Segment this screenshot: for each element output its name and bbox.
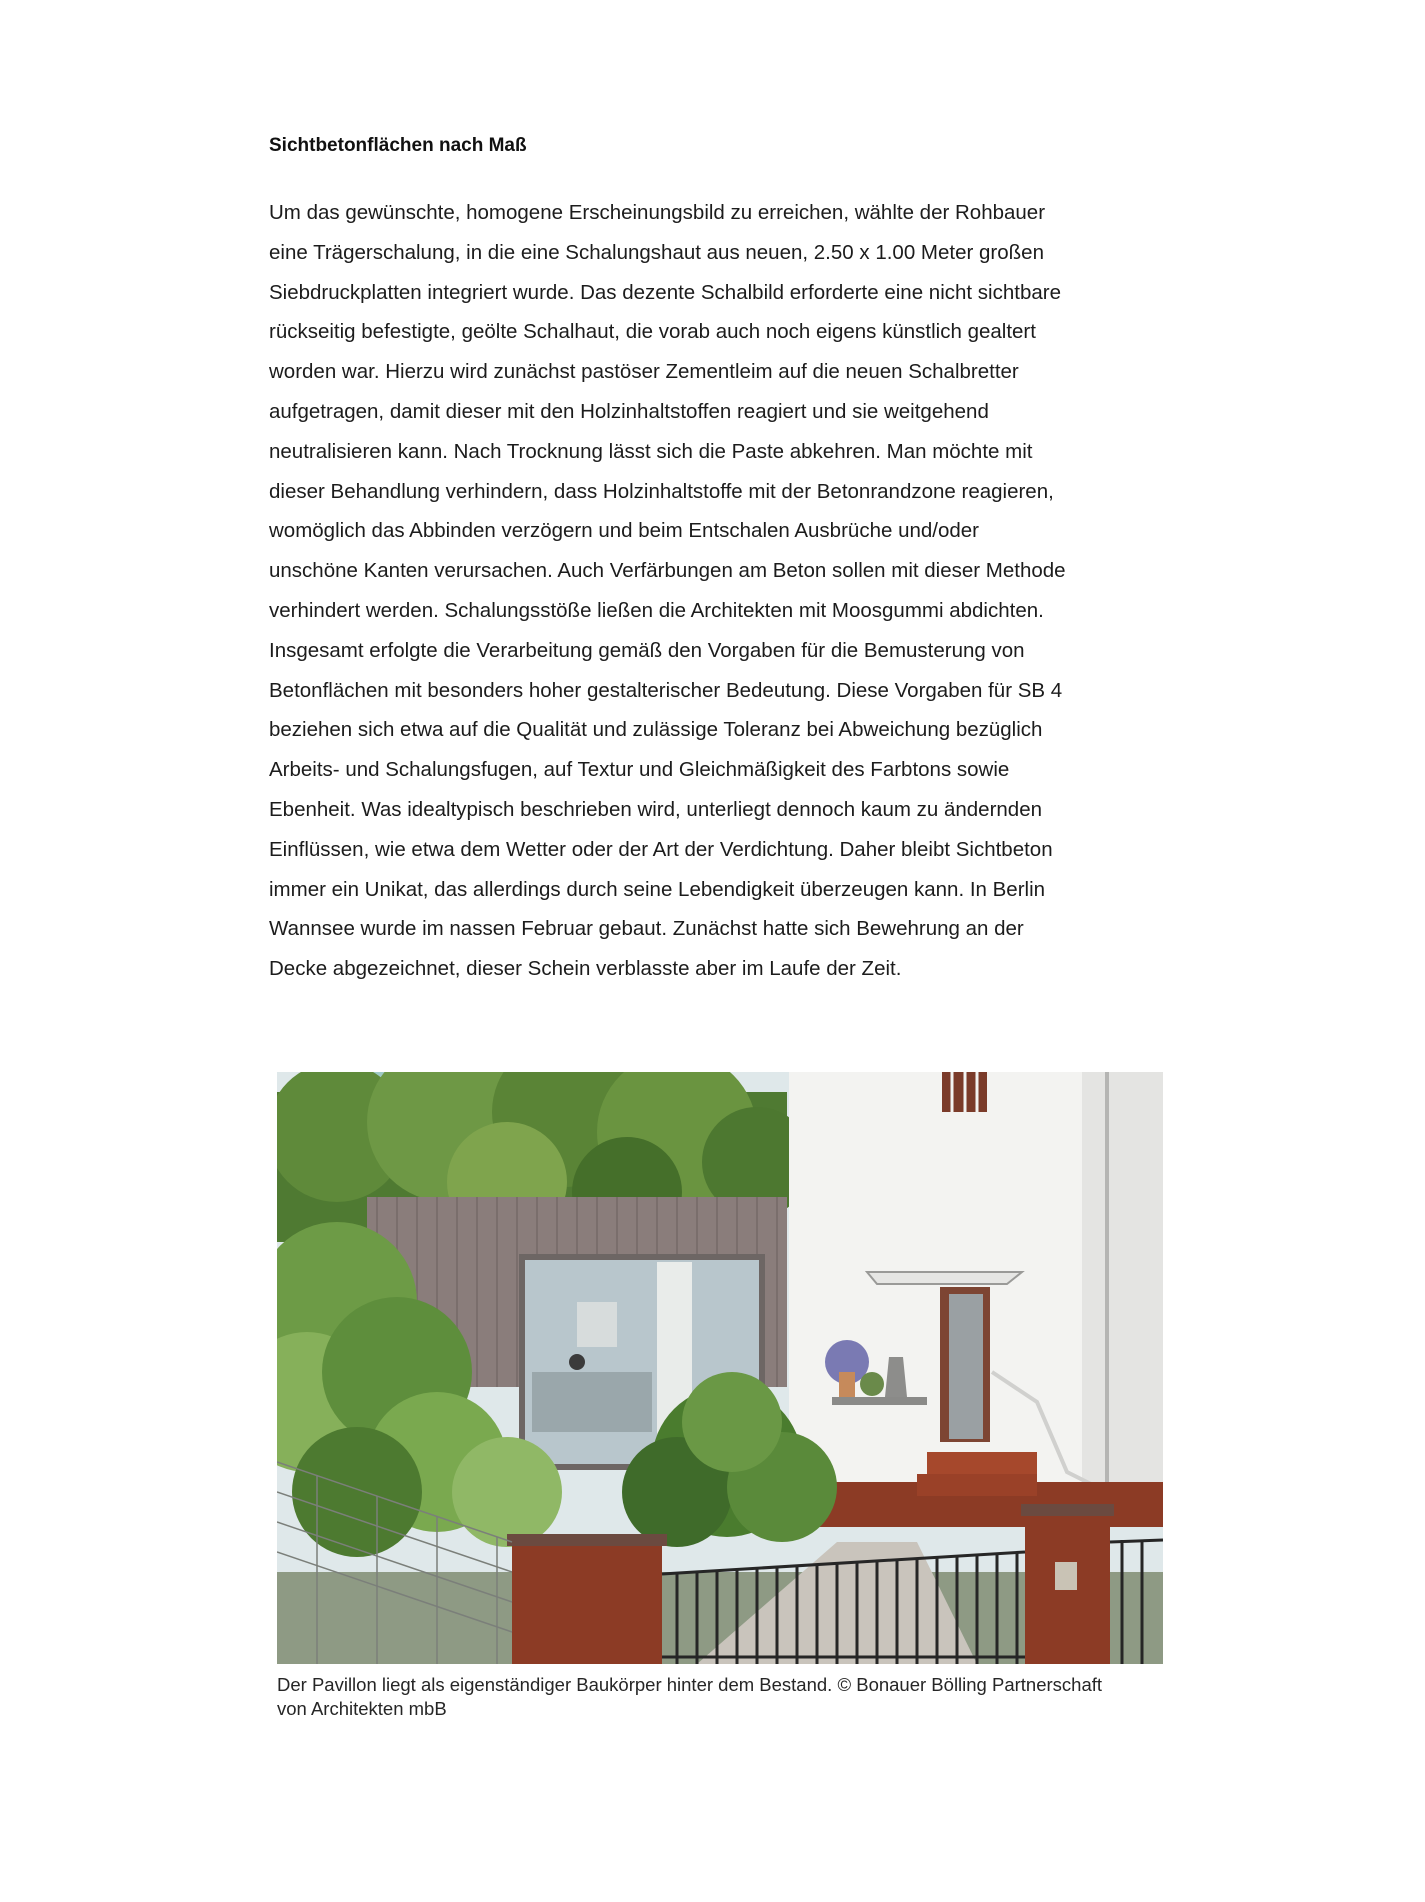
white-house: [789, 1072, 1163, 1527]
body-line: dieser Behandlung verhindern, dass Holzinhaltstoffe mit der Betonrandzone reagieren,: [269, 479, 1054, 503]
caption-line: Der Pavillon liegt als eigenständiger Baukörper hinter dem Bestand. © Bonauer Bölling Partnerschaft: [277, 1674, 1103, 1695]
body-line: immer ein Unikat, das allerdings durch seine Lebendigkeit überzeugen kann. In Berlin: [269, 877, 1046, 901]
body-line: rückseitig befestigte, geölte Schalhaut, die vorab auch noch eigens künstlich gealtert: [269, 320, 1036, 344]
pavilion-photo: [277, 1072, 1163, 1664]
body-line: Insgesamt erfolgte die Verarbeitung gemäß den Vorgaben für die Bemusterung von: [269, 638, 1025, 662]
body-line: unschöne Kanten verursachen. Auch Verfärbungen am Beton sollen mit dieser Methode: [269, 559, 1066, 583]
body-line: Um das gewünschte, homogene Erscheinungsbild zu erreichen, wählte der Rohbauer: [269, 201, 1046, 224]
body-line: womöglich das Abbinden verzögern und beim Entschalen Ausbrüche und/oder: [269, 519, 979, 543]
article-body: [269, 193, 1169, 989]
body-line: beziehen sich etwa auf die Qualität und zulässige Toleranz bei Abweichung bezüglich: [269, 718, 1043, 742]
pavilion-photo-illustration: [277, 1072, 1163, 1664]
body-line: Siebdruckplatten integriert wurde. Das dezente Schalbild erforderte eine nicht sichtbare: [269, 280, 1061, 304]
body-line: Arbeits- und Schalungsfugen, auf Textur und Gleichmäßigkeit des Farbtons sowie: [269, 758, 1010, 782]
body-line: verhindert werden. Schalungsstöße ließen die Architekten mit Moosgummi abdichten.: [269, 598, 1044, 622]
body-line: aufgetragen, damit dieser mit den Holzinhaltstoffen reagiert und sie weitgehend: [269, 399, 989, 423]
body-line: Betonflächen mit besonders hoher gestalterischer Bedeutung. Diese Vorgaben für SB 4: [269, 678, 1063, 702]
figure-caption: [277, 1673, 1177, 1721]
body-line: neutralisieren kann. Nach Trocknung lässt sich die Paste abkehren. Man möchte mit: [269, 439, 1033, 463]
body-line: eine Trägerschalung, in die eine Schalungshaut aus neuen, 2.50 x 1.00 Meter großen: [269, 240, 1044, 264]
body-line: Wannsee wurde im nassen Februar gebaut. Zunächst hatte sich Bewehrung an der: [269, 917, 1024, 941]
caption-line: von Architekten mbB: [277, 1698, 447, 1719]
body-line: Decke abgezeichnet, dieser Schein verblasste aber im Laufe der Zeit.: [269, 957, 902, 981]
body-line: Einflüssen, wie etwa dem Wetter oder der Art der Verdichtung. Daher bleibt Sichtbeton: [269, 837, 1053, 861]
body-line: worden war. Hierzu wird zunächst pastöser Zementleim auf die neuen Schalbretter: [269, 360, 1019, 384]
article-heading: Sichtbetonflächen nach Maß: [269, 135, 527, 156]
body-line: Ebenheit. Was idealtypisch beschrieben wird, unterliegt dennoch kaum zu ändernden: [269, 797, 1043, 821]
